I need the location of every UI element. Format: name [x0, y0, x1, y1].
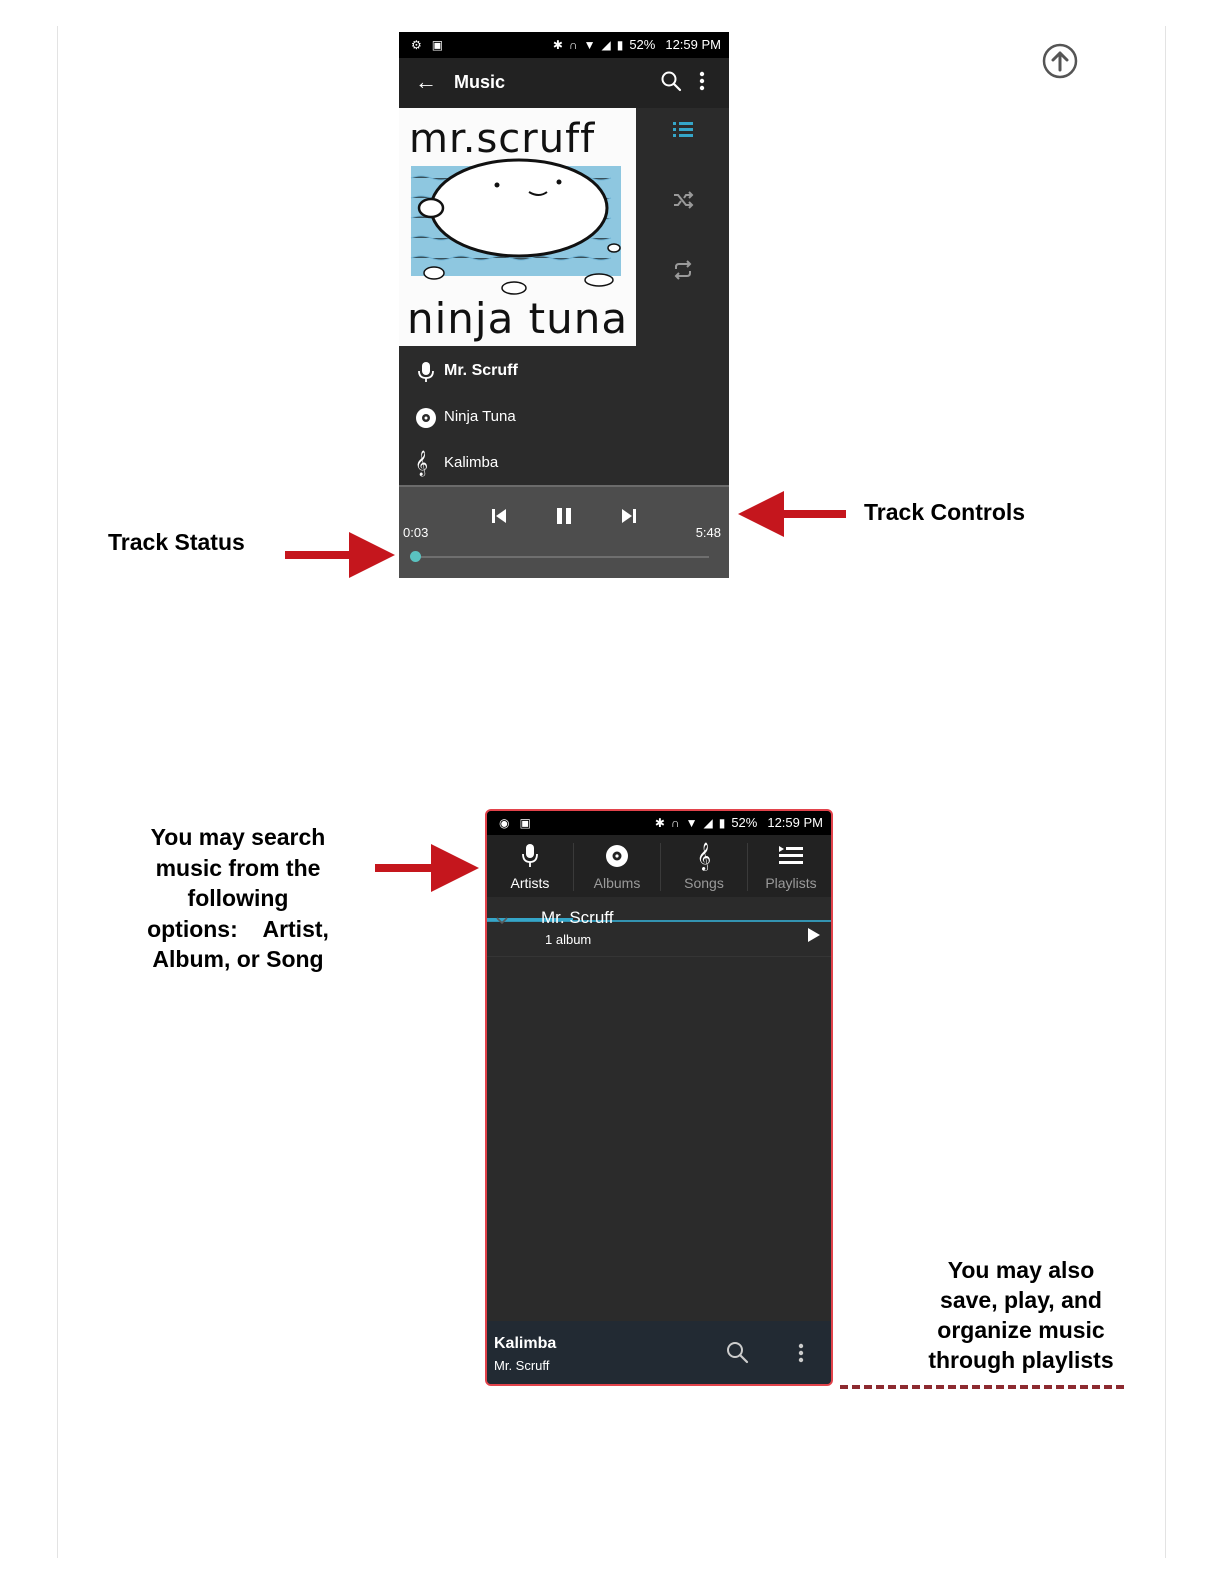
album-count: 1 album: [545, 932, 592, 947]
overflow-menu-icon[interactable]: [699, 70, 705, 92]
overflow-menu-icon[interactable]: [798, 1342, 804, 1364]
track-song: Kalimba: [444, 454, 499, 471]
microphone-icon: [415, 361, 437, 383]
track-status-label: Track Status: [108, 529, 245, 555]
search-options-line: following: [187, 885, 289, 911]
track-artist: Mr. Scruff: [444, 362, 518, 379]
side-controls: [636, 108, 729, 346]
tab-label: Artists: [510, 875, 550, 891]
page-margin-right: [1165, 26, 1166, 1558]
library-screen: [485, 809, 833, 1386]
tab-playlists[interactable]: [748, 835, 833, 897]
headphones-icon: ∩: [670, 815, 680, 830]
battery-icon: ▮: [616, 37, 624, 52]
clock: 12:59 PM: [665, 37, 721, 52]
clock: 12:59 PM: [767, 815, 823, 830]
search-options-line: music from the: [155, 854, 321, 881]
search-icon[interactable]: [725, 1340, 749, 1364]
seek-bar[interactable]: [413, 556, 709, 558]
app-title: Music: [454, 72, 506, 92]
now-playing-bar[interactable]: [487, 1321, 831, 1384]
battery-level: 52%: [629, 37, 656, 52]
chevron-down-icon[interactable]: [495, 916, 509, 926]
microphone-icon: [518, 843, 542, 869]
bluetooth-icon: ✱: [654, 815, 665, 830]
status-bar: [487, 811, 831, 835]
playlists-note: [905, 1255, 1137, 1375]
status-bar: [399, 32, 729, 58]
track-album: Ninja Tuna: [444, 408, 516, 425]
image-notification-icon: ▣: [431, 38, 444, 52]
library-tabs: [487, 835, 831, 897]
next-track-icon[interactable]: [617, 505, 641, 527]
track-controls-panel: [399, 485, 729, 578]
app-bar: [399, 58, 729, 108]
list-item[interactable]: [487, 898, 831, 957]
tab-songs[interactable]: [661, 835, 747, 897]
play-icon[interactable]: [807, 928, 821, 942]
seek-thumb[interactable]: [410, 551, 421, 562]
previous-track-icon[interactable]: [487, 505, 511, 527]
track-album-row: [399, 396, 729, 440]
track-status-arrow: [285, 530, 397, 580]
track-controls-label: Track Controls: [864, 499, 1026, 525]
signal-icon: ◢: [703, 815, 713, 830]
total-duration: 5:48: [695, 525, 721, 540]
playlist-icon: [779, 843, 803, 869]
tab-label: Albums: [593, 875, 641, 891]
scroll-up-icon[interactable]: [1041, 42, 1079, 80]
search-options-arrow: [375, 842, 481, 894]
settings-notification-icon: ⚙: [411, 38, 422, 52]
radio-notification-icon: ◉: [499, 816, 510, 830]
disc-icon: [605, 843, 629, 869]
album-art-title-bottom: ninja tuna: [407, 294, 629, 343]
search-options-line: options: Artist,: [147, 915, 329, 942]
player-screen: [399, 32, 729, 578]
wifi-icon: ▼: [685, 815, 698, 830]
elapsed-time: 0:03: [403, 525, 429, 540]
bluetooth-icon: ✱: [552, 37, 563, 52]
battery-icon: ▮: [718, 815, 726, 830]
signal-icon: ◢: [601, 37, 611, 52]
playlists-note-line: save, play, and: [940, 1287, 1102, 1313]
back-arrow-icon[interactable]: ←: [415, 69, 437, 94]
search-options-line: Album, or Song: [152, 946, 324, 972]
image-notification-icon: ▣: [519, 816, 531, 830]
treble-clef-icon: 𝄞: [415, 451, 429, 476]
queue-list-icon[interactable]: [671, 118, 695, 142]
artist-name: Mr. Scruff: [541, 908, 614, 927]
now-playing-title: Kalimba: [494, 1335, 557, 1352]
treble-clef-icon: 𝄞: [696, 842, 712, 870]
playlists-note-line: organize music: [937, 1317, 1105, 1343]
battery-level: 52%: [731, 815, 758, 830]
shuffle-icon[interactable]: [671, 188, 695, 212]
search-icon[interactable]: [660, 70, 682, 92]
track-artist-row: [399, 350, 729, 394]
now-playing-artist: Mr. Scruff: [494, 1358, 550, 1373]
pause-icon[interactable]: [552, 505, 576, 527]
track-song-row: [399, 442, 729, 486]
tab-albums[interactable]: [574, 835, 660, 897]
track-controls-arrow: [736, 489, 848, 539]
page-margin-left: [57, 26, 58, 1558]
playlists-note-line: You may also: [947, 1257, 1095, 1283]
tab-artists[interactable]: [487, 835, 573, 897]
tab-label: Playlists: [765, 875, 817, 891]
wifi-icon: ▼: [583, 37, 596, 52]
headphones-icon: ∩: [568, 37, 578, 52]
tab-label: Songs: [684, 875, 724, 891]
search-options-line: You may search: [150, 824, 326, 850]
playlists-connector-line: [840, 1385, 1124, 1389]
album-art: [399, 108, 636, 346]
disc-icon: [415, 407, 437, 429]
album-art-title-top: mr.scruff: [409, 116, 596, 162]
search-options-note: [118, 822, 358, 975]
playlists-note-line: through playlists: [928, 1347, 1114, 1373]
repeat-icon[interactable]: [671, 258, 695, 282]
